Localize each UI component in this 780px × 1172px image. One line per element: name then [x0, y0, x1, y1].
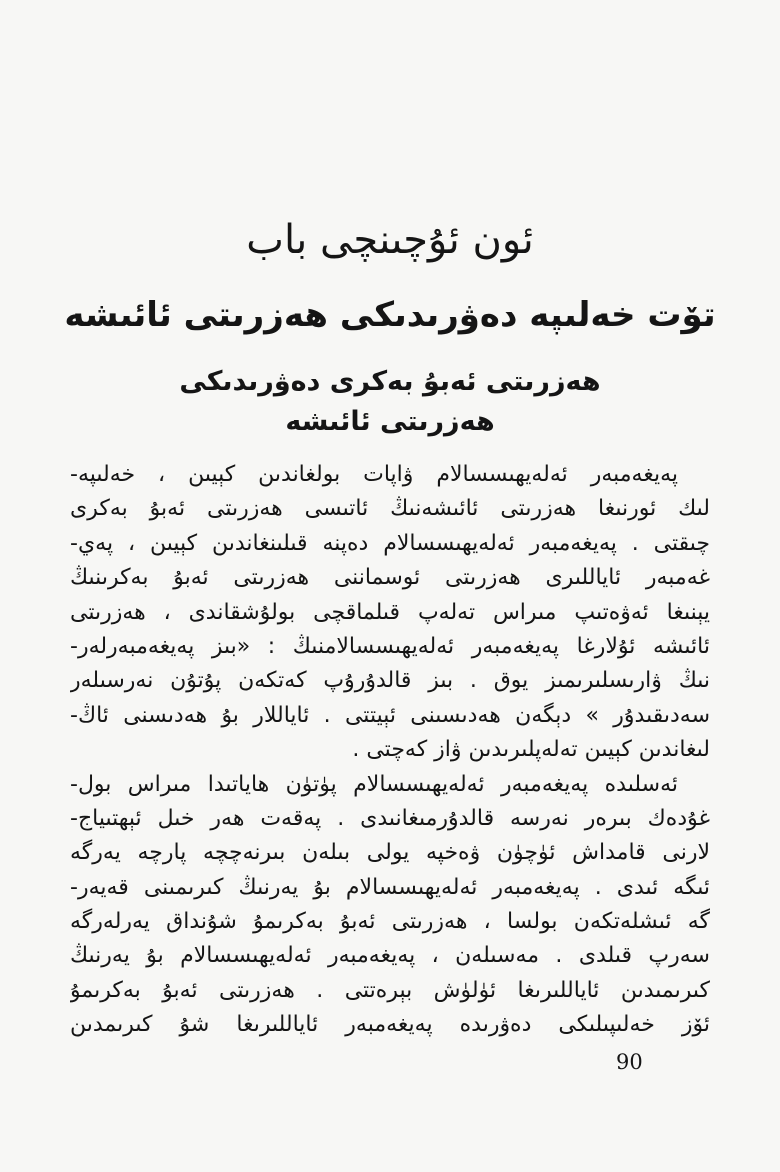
text-line: غۇدەك بىرەر نەرسە قالدۇرمىغانىدى . پەقەت ھەر خىل ئېھتىياج-: [70, 805, 710, 831]
text-line: نىڭ ۋارىسلىرىمىز يوق . بىز قالدۇرۇپ كەتكەن پۇتۇن نەرسىلەر: [70, 668, 710, 694]
text-line: ئۆز خەلىپىلىكى دەۋرىدە پەيغەمبەر ئاياللىرىغا شۇ كىرىمدىن: [70, 1012, 710, 1038]
text-line: ئەسلىدە پەيغەمبەر ئەلەيھىسسالام پۈتۈن ھاياتىدا مىراس بول-: [70, 771, 678, 797]
text-line: ئائىشە ئۇلارغا پەيغەمبەر ئەلەيھىسسالامنىڭ : «بىز پەيغەمبەرلەر-: [70, 633, 710, 659]
text-line: لارنى قامداش ئۈچۈن ۋەخپە يولى بىلەن بىرنەچچە پارچە يەرگە: [70, 840, 710, 866]
text-line: ئىگە ئىدى . پەيغەمبەر ئەلەيھىسسالام بۇ يەرنىڭ كىرىمىنى قەيەر-: [70, 874, 710, 900]
text-line: چىقتى . پەيغەمبەر ئەلەيھىسسالام دەپنە قىلىنغاندىن كېيىن ، پەي-: [70, 530, 710, 556]
chapter-title: ئون ئۇچىنچى باب: [246, 217, 534, 263]
paragraph: [70, 458, 710, 768]
text-line: غەمبەر ئاياللىرى ھەزرىتى ئوسماننى ھەزرىتى ئەبۇ بەكرىنىڭ: [70, 565, 710, 591]
text-line: لىغاندىن كېيىن تەلەپلىرىدىن ۋاز كەچتى .: [352, 737, 710, 763]
subsection-title-line: ھەزرىتى ئائىشە: [285, 406, 495, 437]
text-line: پەيغەمبەر ئەلەيھىسسالام ۋاپات بولغاندىن كېيىن ، خەلىپە-: [70, 462, 678, 487]
text-line: لىك ئورنىغا ھەزرىتى ئائىشەنىڭ ئاتىسى ھەزرىتى ئەبۇ بەكرى: [70, 496, 710, 522]
paragraph: [70, 768, 710, 1043]
text-line: يېنىغا ئەۋەتىپ مىراس تەلەپ قىلماقچى بولۇشقاندى ، ھەزرىتى: [70, 599, 710, 625]
text-line: كىرىمىدىن ئاياللىرىغا ئۈلۈش بېرەتتى . ھەزرىتى ئەبۇ بەكرىمۇ: [70, 977, 710, 1003]
body-text: [70, 458, 710, 1043]
section-title: تۆت خەلىپە دەۋرىدىكى ھەزرىتى ئائىشە: [64, 295, 716, 335]
text-line: سەدىقىدۇر » دېگەن ھەدىسىنى ئېيتتى . ئاياللار بۇ ھەدىسنى ئاڭ-: [70, 702, 710, 728]
subsection-title-line: ھەزرىتى ئەبۇ بەكرى دەۋرىدىكى: [179, 366, 601, 397]
text-line: گە ئىشلەتكەن بولسا ، ھەزرىتى ئەبۇ بەكرىمۇ شۇنداق يەرلەرگە: [70, 909, 710, 935]
page-number: 90: [616, 1050, 643, 1074]
subsection-title: [60, 362, 720, 442]
text-line: سەرپ قىلدى . مەسىلەن ، پەيغەمبەر ئەلەيھىسسالام بۇ يەرنىڭ: [70, 943, 710, 969]
